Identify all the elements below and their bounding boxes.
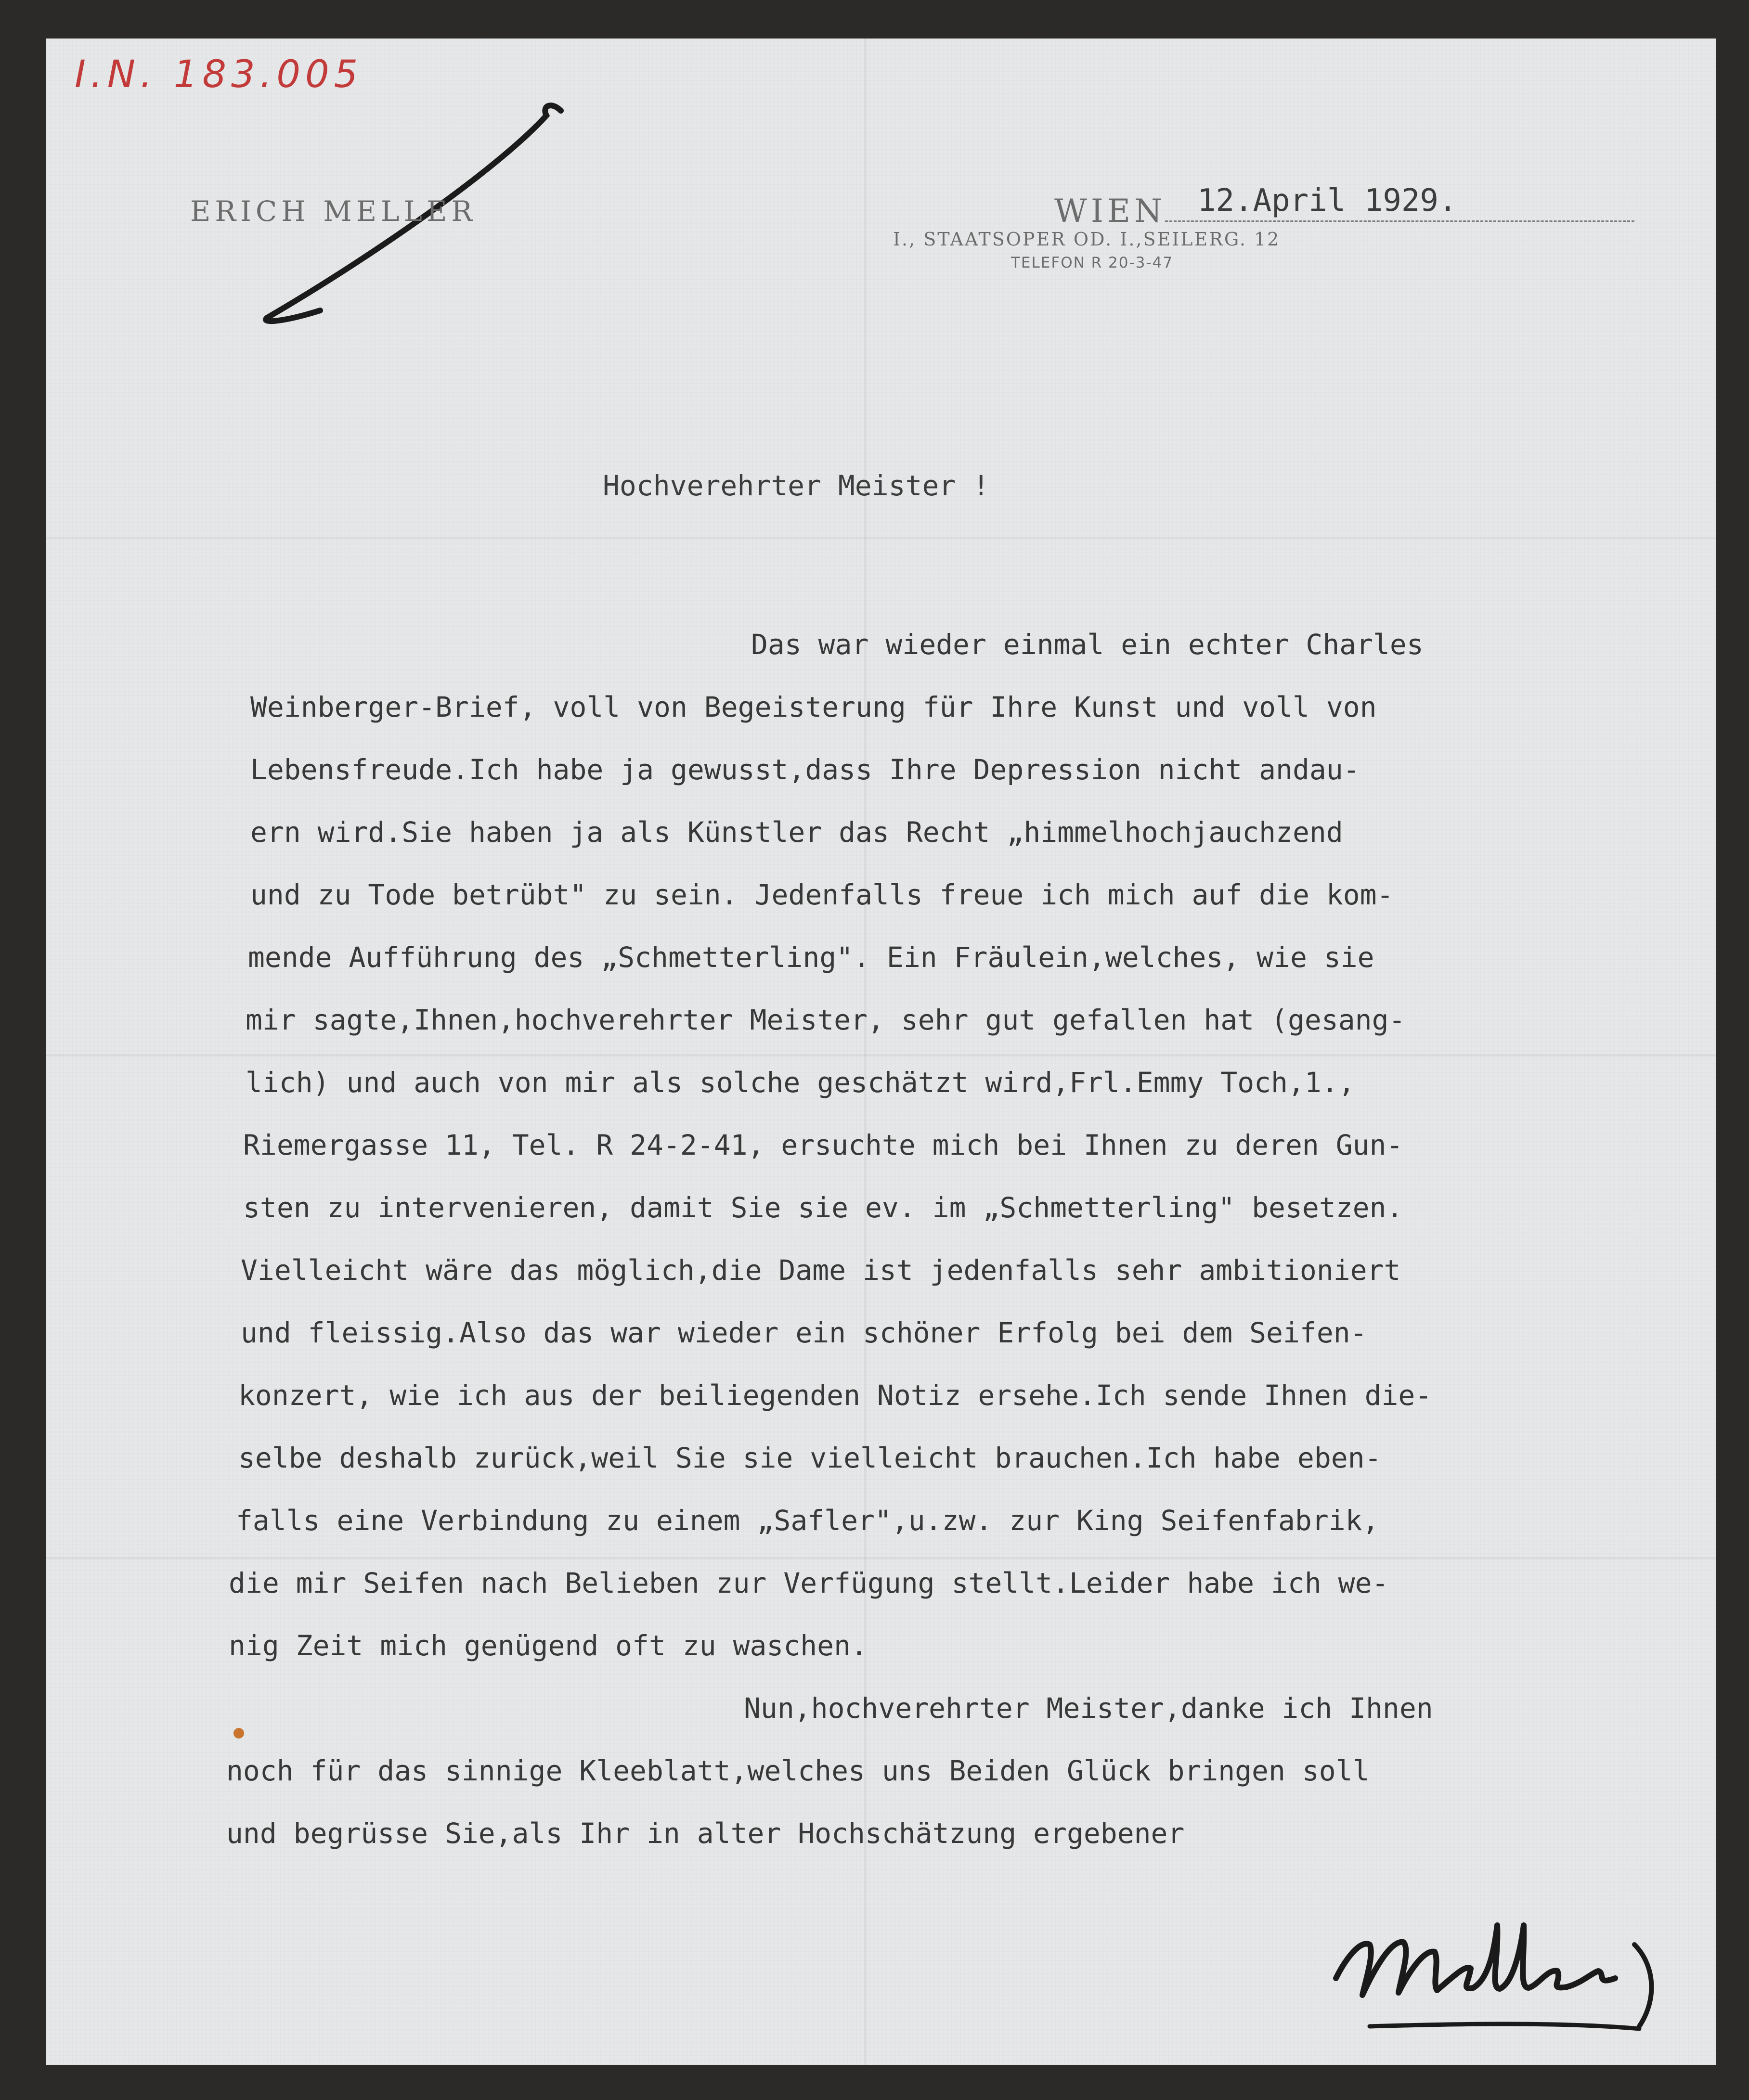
body-line: falls eine Verbindung zu einem „Safler",u.zw. zur King Seifenfabrik, (236, 1504, 1379, 1537)
body-line: mir sagte,Ihnen,hochverehrter Meister, sehr gut gefallen hat (gesang- (246, 1004, 1406, 1036)
body-line: nig Zeit mich genügend oft zu waschen. (229, 1629, 868, 1662)
body-line: sten zu intervenieren, damit Sie sie ev. im „Schmetterling" besetzen. (243, 1191, 1403, 1224)
body-line: Weinberger-Brief, voll von Begeisterung für Ihre Kunst und voll von (250, 691, 1377, 723)
letterhead-telefon: TELEFON R 20-3-47 (1011, 254, 1174, 271)
body-line: Vielleicht wäre das möglich,die Dame ist jedenfalls sehr ambitioniert (241, 1254, 1401, 1287)
fold-line (46, 1054, 1716, 1056)
fold-line (46, 1557, 1716, 1559)
body-line: die mir Seifen nach Belieben zur Verfügung stellt.Leider habe ich we- (229, 1567, 1389, 1599)
letter-date: 12.April 1929. (1197, 183, 1457, 219)
archive-number: I.N. 183.005 (75, 53, 363, 96)
body-line: Nun,hochverehrter Meister,danke ich Ihnen (744, 1692, 1433, 1725)
letterhead-sender: ERICH MELLER (190, 195, 477, 228)
letterhead-address: I., STAATSOPER OD. I.,SEILERG. 12 (893, 229, 1281, 250)
body-line: konzert, wie ich aus der beiliegenden Notiz ersehe.Ich sende Ihnen die- (238, 1379, 1432, 1412)
body-line: ern wird.Sie haben ja als Künstler das Recht „himmelhochjauchzend (250, 816, 1343, 849)
body-line: Das war wieder einmal ein echter Charles (751, 628, 1424, 661)
body-line: und fleissig.Also das war wieder ein schöner Erfolg bei dem Seifen- (241, 1316, 1367, 1349)
body-line: Lebensfreude.Ich habe ja gewusst,dass Ihre Depression nicht andau- (250, 753, 1360, 786)
letter-paper (46, 39, 1716, 2065)
fold-line (46, 537, 1716, 539)
letterhead-city: WIEN (1054, 193, 1166, 230)
signature (1307, 1906, 1721, 2065)
body-line: Riemergasse 11, Tel. R 24-2-41, ersuchte mich bei Ihnen zu deren Gun- (243, 1129, 1403, 1161)
body-line: und begrüsse Sie,als Ihr in alter Hochschätzung ergebener (226, 1817, 1185, 1850)
body-line: und zu Tode betrübt" zu sein. Jedenfalls freue ich mich auf die kom- (250, 878, 1394, 911)
ink-spot (233, 1728, 244, 1739)
salutation: Hochverehrter Meister ! (603, 469, 990, 502)
body-line: noch für das sinnige Kleeblatt,welches uns Beiden Glück bringen soll (226, 1754, 1370, 1787)
body-line: mende Aufführung des „Schmetterling". Ein Fräulein,welches, wie sie (248, 941, 1374, 974)
body-line: selbe deshalb zurück,weil Sie sie vielleicht brauchen.Ich habe eben- (238, 1442, 1382, 1474)
date-underline (1165, 220, 1634, 222)
body-line: lich) und auch von mir als solche geschätzt wird,Frl.Emmy Toch,1., (246, 1066, 1355, 1099)
